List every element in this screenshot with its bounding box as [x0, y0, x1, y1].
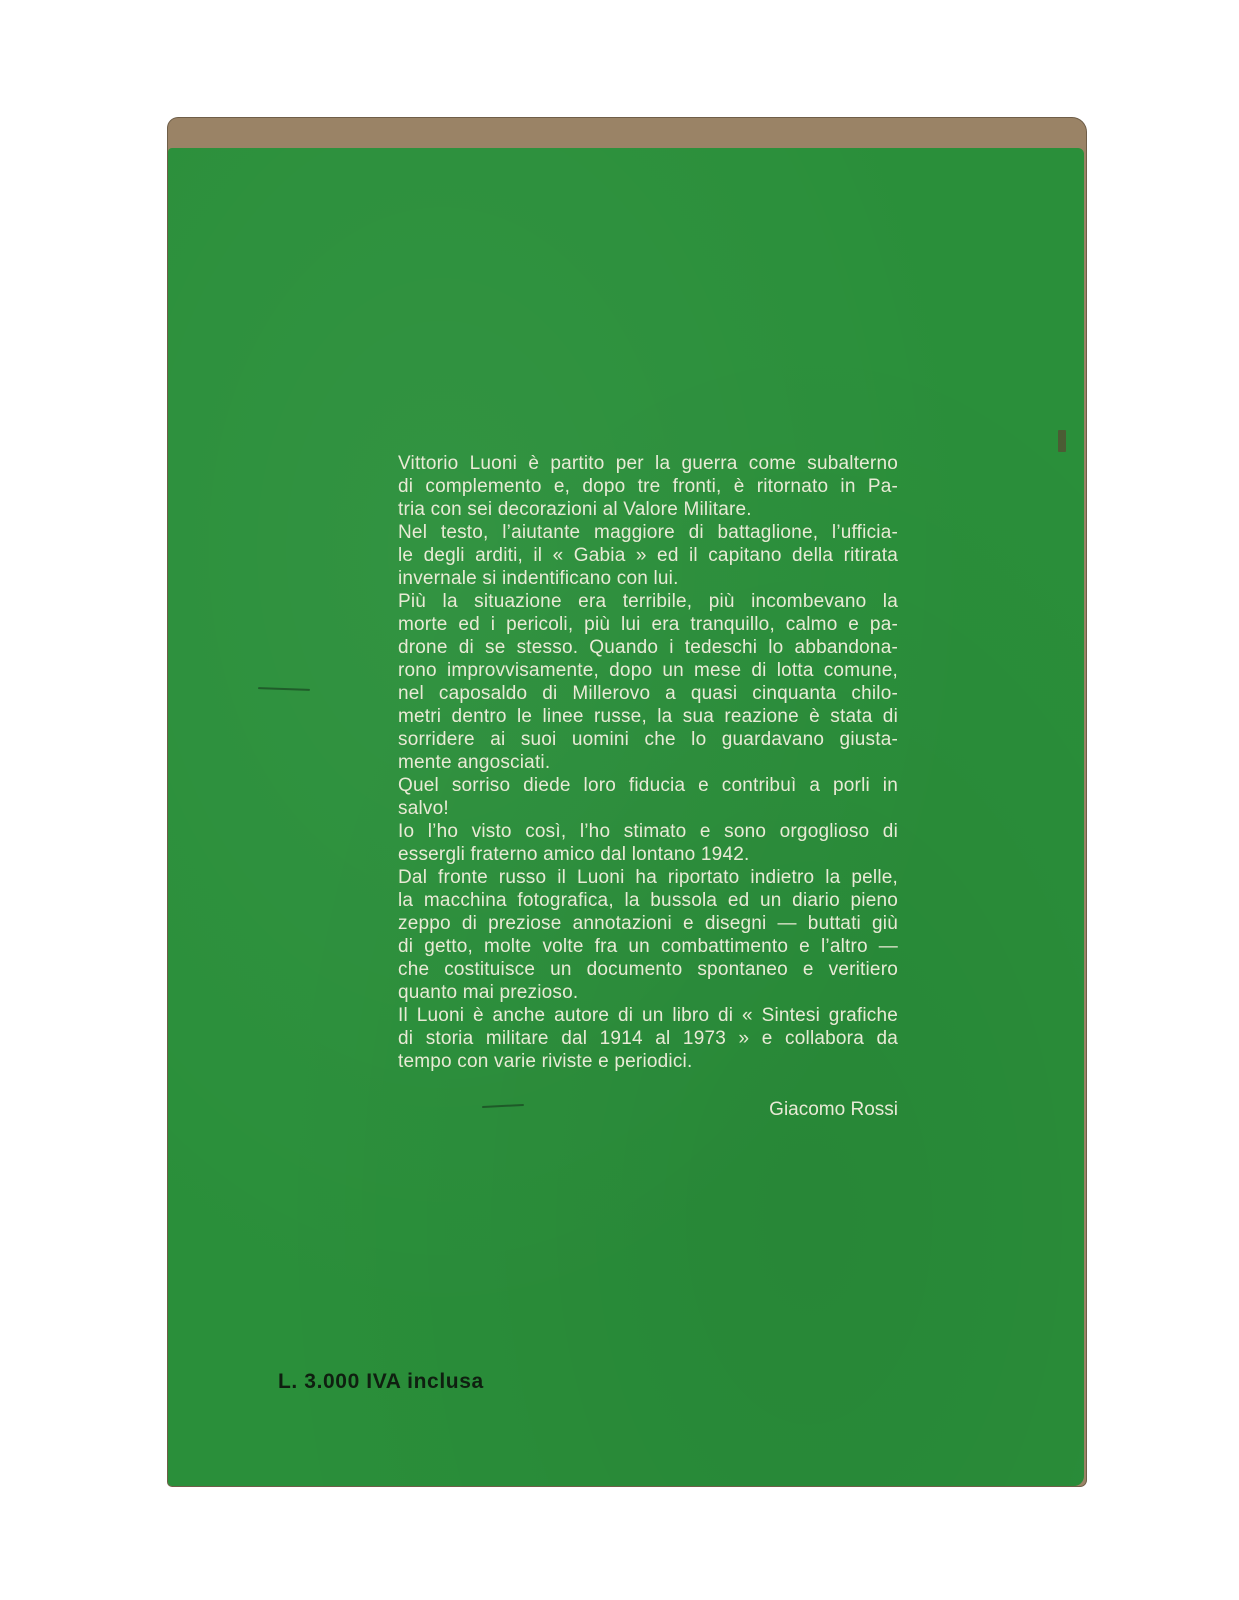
blurb-line: mente angosciati. — [398, 752, 551, 773]
blurb-line: che costituisce un documento spontaneo e veritiero — [398, 959, 898, 980]
blurb-line: tria con sei decorazioni al Valore Militare. — [398, 499, 752, 520]
blurb-line: salvo! — [398, 798, 449, 819]
blurb-line: di complemento e, dopo tre fronti, è ritornato in Pa- — [398, 476, 898, 497]
cover-wear-mark — [1058, 430, 1066, 452]
blurb-line: di getto, molte volte fra un combattimento e l’altro — — [398, 936, 898, 957]
blurb-line: zeppo di preziose annotazioni e disegni — buttati giù — [398, 913, 898, 934]
blurb-line: Dal fronte russo il Luoni ha riportato indietro la pelle, — [398, 867, 898, 888]
blurb-line: quanto mai prezioso. — [398, 982, 579, 1003]
price-label: L. 3.000 IVA inclusa — [278, 1370, 484, 1393]
blurb-line: Quel sorriso diede loro fiducia e contribuì a porli in — [398, 775, 898, 796]
blurb-line: tempo con varie riviste e periodici. — [398, 1051, 693, 1072]
blurb-line: rono improvvisamente, dopo un mese di lotta comune, — [398, 660, 898, 681]
blurb-line: Nel testo, l’aiutante maggiore di battaglione, l’ufficia- — [398, 522, 898, 543]
blurb-line: Io l’ho visto così, l’ho stimato e sono orgoglioso di — [398, 821, 898, 842]
blurb-line: Vittorio Luoni è partito per la guerra come subalterno — [398, 453, 898, 474]
blurb-line: di storia militare dal 1914 al 1973 » e collabora da — [398, 1028, 898, 1049]
blurb-line: invernale si indentificano con lui. — [398, 568, 679, 589]
blurb-author-signature: Giacomo Rossi — [769, 1099, 898, 1120]
blurb-line: la macchina fotografica, la bussola ed un diario pieno — [398, 890, 898, 911]
blurb-line: Il Luoni è anche autore di un libro di « Sintesi grafiche — [398, 1005, 898, 1026]
blurb-line: le degli arditi, il « Gabia » ed il capitano della ritirata — [398, 545, 898, 566]
back-cover-blurb — [398, 452, 898, 1073]
blurb-line: morte ed i pericoli, più lui era tranquillo, calmo e pa- — [398, 614, 898, 635]
blurb-line: Più la situazione era terribile, più incombevano la — [398, 591, 898, 612]
blurb-line: drone di se stesso. Quando i tedeschi lo abbandona- — [398, 637, 898, 658]
blurb-line: sorridere ai suoi uomini che lo guardavano giusta- — [398, 729, 898, 750]
blurb-line: essergli fraterno amico dal lontano 1942. — [398, 844, 750, 865]
blurb-line: nel caposaldo di Millerovo a quasi cinquanta chilo- — [398, 683, 898, 704]
blurb-line: metri dentro le linee russe, la sua reazione è stata di — [398, 706, 898, 727]
